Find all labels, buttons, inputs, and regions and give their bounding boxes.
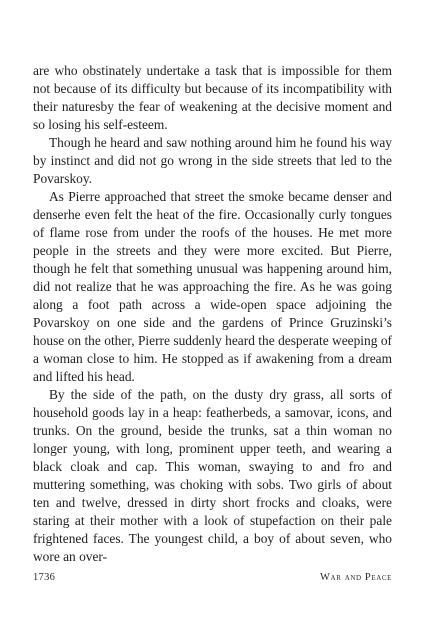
paragraph-3: As Pierre approached that street the smoke became denser and denserhe even felt the heat of the fire. Occasionally curly tongues of flame rose from under the roofs of the houses. He met more people in the streets and they were more excited. But Pierre, though he felt that something unusual was happening around him, did not realize that he was approaching the fire. As he was going along a foot path across a wide-open space adjoining the Povarskoy on one side and the gardens of Prince Gruzinski’s house on the other, Pierre suddenly heard the desperate weeping of a woman close to him. He stopped as if awakening from a dream and lifted his head. xyxy=(33,189,392,384)
paragraph-2: Though he heard and saw nothing around him he found his way by instinct and did not go wrong in the side streets that led to the Povarskoy. xyxy=(33,135,392,186)
page-footer xyxy=(33,572,392,586)
body-text xyxy=(33,62,392,566)
paragraph-1: are who obstinately undertake a task that is impossible for them not because of its difficulty but because of its incompatibility with their naturesby the fear of weakening at the decisive moment and so losing his self-esteem. xyxy=(33,63,392,132)
running-title: War and Peace xyxy=(320,572,392,583)
page-number: 1736 xyxy=(33,572,56,583)
paragraph-4: By the side of the path, on the dusty dry grass, all sorts of household goods lay in a heap: featherbeds, a samovar, icons, and trunks. On the ground, beside the trunks, sat a thin woman no longer young, with long, prominent upper teeth, and wearing a black cloak and cap. This woman, swaying to and fro and muttering something, was choking with sobs. Two girls of about ten and twelve, dressed in dirty short frocks and cloaks, were staring at their mother with a look of stupefaction on their pale frightened faces. The youngest child, a boy of about seven, who wore an over- xyxy=(33,387,392,564)
